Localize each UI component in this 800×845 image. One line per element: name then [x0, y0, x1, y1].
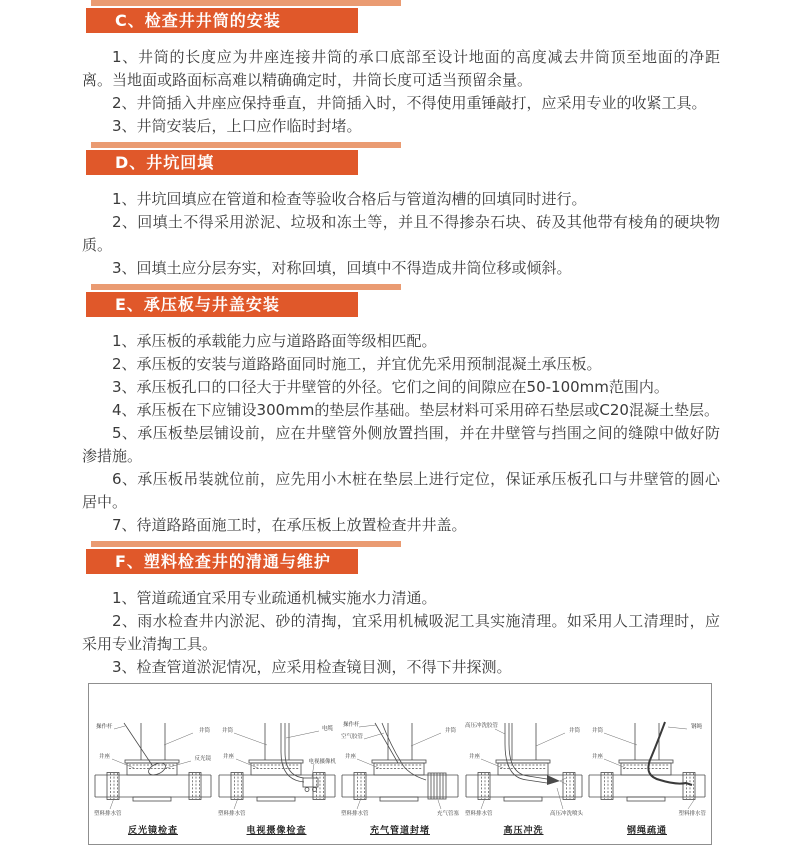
paragraph: 2、井筒插入井座应保持垂直，井筒插入时，不得使用重锤敲打，应采用专业的收紧工具。 — [112, 94, 707, 112]
paragraph: 1、承压板的承载能力应与道路路面等级相匹配。 — [112, 332, 437, 350]
label-tv-camera: 电视摄像机 — [307, 759, 336, 765]
section-e-title: E、承压板与井盖安装 — [86, 292, 358, 317]
label-steel-rope: 钢绳 — [690, 724, 702, 730]
section-c-title: C、检查井井筒的安装 — [86, 8, 358, 33]
inflatable-plugging-illustration — [341, 718, 459, 818]
tv-camera-inspection-illustration — [218, 718, 336, 818]
label-well-shaft: 井筒 — [568, 728, 580, 734]
section-d-header-strip — [91, 142, 401, 148]
section-f-title: F、塑料检查井的清通与维护 — [86, 549, 358, 574]
diagram-panel — [88, 683, 712, 845]
label-operating-rod: 操作杆 — [96, 724, 113, 730]
mirror-inspection-illustration — [94, 718, 212, 818]
section-d-body — [82, 188, 720, 280]
figure-inflatable-plugging — [340, 718, 460, 844]
section-f-header — [82, 541, 720, 574]
section-c-header-strip — [91, 0, 401, 6]
section-f-header-strip — [91, 541, 401, 547]
label-well-seat: 井座 — [345, 754, 357, 760]
steel-rope-dredging-illustration — [588, 718, 706, 818]
section-e-header — [82, 284, 720, 317]
high-pressure-flushing-illustration — [465, 718, 583, 818]
figure-title: 充气管道封堵 — [369, 826, 430, 836]
figure-tv-camera-inspection — [217, 718, 337, 844]
figure-mirror-inspection — [93, 718, 213, 844]
label-plastic-drain-pipe: 塑料排水管 — [341, 811, 369, 817]
section-c-body — [82, 46, 720, 138]
label-well-shaft: 井筒 — [592, 728, 604, 734]
figure-high-pressure-flushing — [464, 718, 584, 844]
paragraph: 3、回填土应分层夯实，对称回填，回填中不得造成井筒位移或倾斜。 — [112, 259, 572, 277]
label-plastic-drain-pipe: 塑料排水管 — [678, 811, 706, 817]
section-c-header — [82, 0, 720, 33]
section-d — [82, 142, 720, 280]
paragraph: 1、管道疏通宜采用专业疏通机械实施水力清通。 — [112, 589, 437, 607]
paragraph: 2、雨水检查井内淤泥、砂的清掏，宜采用机械吸泥工具实施清理。如采用人工清理时，应采用专业清掏工具。 — [82, 612, 720, 653]
paragraph: 3、井筒安装后，上口应作临时封堵。 — [112, 117, 362, 135]
paragraph: 3、检查管道淤泥情况，应采用检查镜目测，不得下井探测。 — [112, 658, 512, 676]
label-plastic-drain-pipe: 塑料排水管 — [464, 811, 493, 817]
paragraph: 3、承压板孔口的口径大于井壁管的外径。它们之间的间隙应在50-100mm范围内。 — [112, 378, 669, 396]
label-well-seat: 井座 — [222, 754, 234, 760]
figure-title: 高压冲洗 — [503, 826, 544, 836]
section-d-title: D、井坑回填 — [86, 150, 358, 175]
figure-title: 钢绳疏通 — [626, 826, 667, 836]
section-e — [82, 284, 720, 537]
paragraph: 5、承压板垫层铺设前，应在井壁管外侧放置挡围，并在井壁管与挡围之间的缝隙中做好防渗措施。 — [82, 424, 720, 465]
paragraph: 2、回填土不得采用淤泥、垃圾和冻土等，并且不得掺杂石块、砖及其他带有棱角的硬块物质。 — [82, 213, 720, 254]
paragraph: 1、井坑回填应在管道和检查等验收合格后与管道沟槽的回填同时进行。 — [112, 190, 587, 208]
label-plastic-drain-pipe: 塑料排水管 — [94, 811, 122, 817]
section-c — [82, 0, 720, 138]
paragraph: 7、待道路路面施工时，在承压板上放置检查井井盖。 — [112, 516, 467, 534]
paragraph: 6、承压板吊装就位前，应先用小木桩在垫层上进行定位，保证承压板孔口与井壁管的圆心居中。 — [82, 470, 720, 511]
figure-title: 电视摄像检查 — [246, 826, 307, 836]
label-air-hose: 空气胶管 — [341, 734, 364, 740]
section-f — [82, 541, 720, 679]
label-well-seat: 井座 — [592, 754, 604, 760]
label-high-pressure-hose: 高压冲洗胶管 — [464, 723, 498, 729]
label-well-seat: 井座 — [99, 754, 111, 760]
section-f-body — [82, 587, 720, 679]
section-e-body — [82, 330, 720, 537]
paragraph: 1、井筒的长度应为井座连接井筒的承口底部至设计地面的高度减去井筒顶至地面的净距离。当地面或路面标高难以精确确定时，井筒长度可适当预留余量。 — [82, 48, 720, 89]
paragraph: 2、承压板的安装与道路路面同时施工，并宜优先采用预制混凝土承压板。 — [112, 355, 602, 373]
label-well-seat: 井座 — [468, 754, 480, 760]
label-inflatable-plug: 充气管塞 — [436, 811, 459, 817]
figure-steel-rope-dredging — [587, 718, 707, 844]
label-cable: 电缆 — [321, 726, 333, 732]
label-well-shaft: 井筒 — [198, 728, 210, 734]
label-reflector: 反光镜 — [194, 756, 211, 762]
label-well-shaft: 井筒 — [221, 728, 233, 734]
section-e-header-strip — [91, 284, 401, 290]
paragraph: 4、承压板在下应铺设300mm的垫层作基础。垫层材料可采用碎石垫层或C20混凝土垫层。 — [112, 401, 719, 419]
figure-title: 反光镜检查 — [127, 826, 178, 836]
label-plastic-drain-pipe: 塑料排水管 — [217, 811, 246, 817]
label-well-shaft: 井筒 — [444, 728, 456, 734]
label-flushing-nozzle: 高压冲洗喷头 — [549, 811, 583, 817]
section-d-header — [82, 142, 720, 175]
label-operating-rod: 操作杆 — [343, 722, 360, 728]
